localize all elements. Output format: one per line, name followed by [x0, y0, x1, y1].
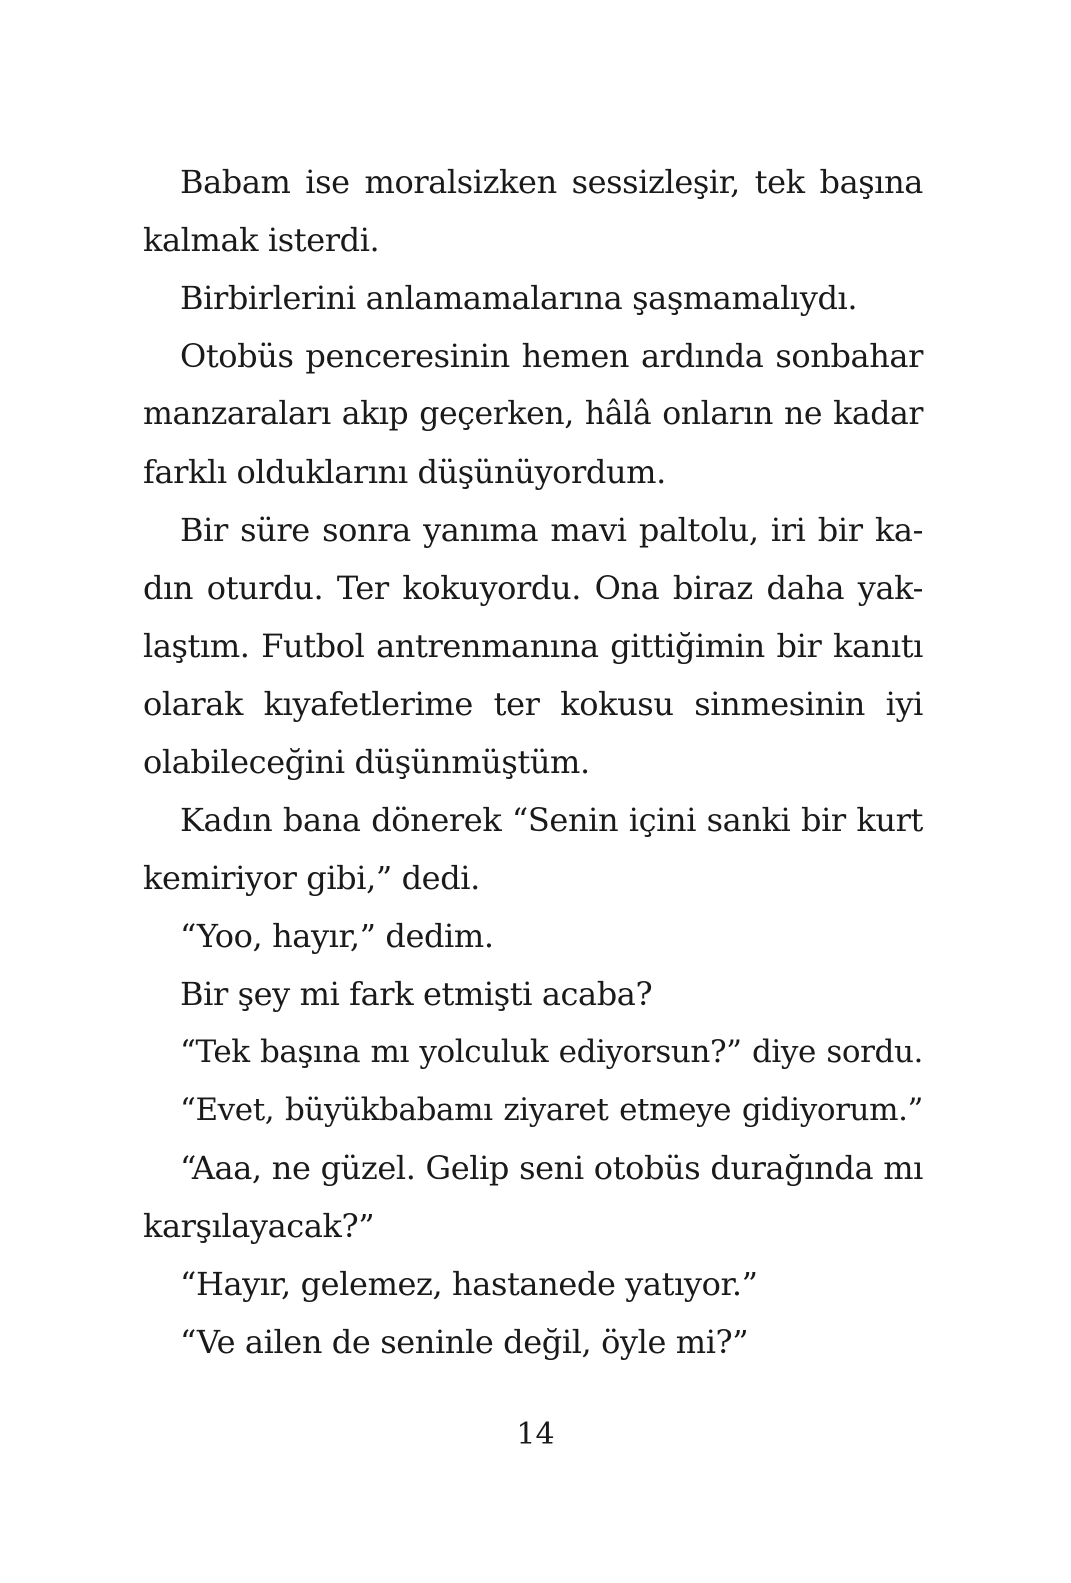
text-line: karşılayacak?”: [143, 1207, 375, 1245]
text-line: Birbirlerini anlamamalarına şaşmamalıydı.: [180, 279, 858, 317]
page-number: 14: [516, 1417, 555, 1452]
text-line: dın oturdu. Ter kokuyordu. Ona biraz daha yak-: [143, 569, 923, 607]
text-line: kemiriyor gibi,” dedi.: [143, 859, 480, 897]
text-line: laştım. Futbol antrenmanına gittiğimin bir kanıtı: [143, 627, 923, 665]
text-line: Kadın bana dönerek “Senin içini sanki bir kurt: [180, 801, 923, 839]
text-line: Otobüs penceresinin hemen ardında sonbahar: [180, 337, 923, 375]
text-line: Bir şey mi fark etmişti acaba?: [180, 975, 653, 1013]
text-line: “Aaa, ne güzel. Gelip seni otobüs durağında mı: [180, 1149, 923, 1187]
text-line: Babam ise moralsizken sessizleşir, tek başına: [180, 163, 923, 201]
text-line: manzaraları akıp geçerken, hâlâ onların ne kadar: [143, 396, 923, 432]
text-line: olarak kıyafetlerime ter kokusu sinmesinin iyi: [143, 685, 923, 723]
text-line: olabileceğini düşünmüştüm.: [143, 743, 590, 781]
text-line: kalmak isterdi.: [143, 221, 380, 259]
text-line: “Hayır, gelemez, hastanede yatıyor.”: [180, 1265, 758, 1303]
text-line: “Evet, büyükbabamı ziyaret etmeye gidiyorum.”: [180, 1092, 923, 1128]
text-line: “Tek başına mı yolculuk ediyorsun?” diye sordu.: [180, 1034, 923, 1070]
text-line: “Ve ailen de seninle değil, öyle mi?”: [180, 1323, 749, 1361]
text-line: farklı olduklarını düşünüyordum.: [143, 453, 666, 491]
text-line: Bir süre sonra yanıma mavi paltolu, iri bir ka-: [180, 511, 923, 549]
text-line: “Yoo, hayır,” dedim.: [180, 917, 494, 955]
